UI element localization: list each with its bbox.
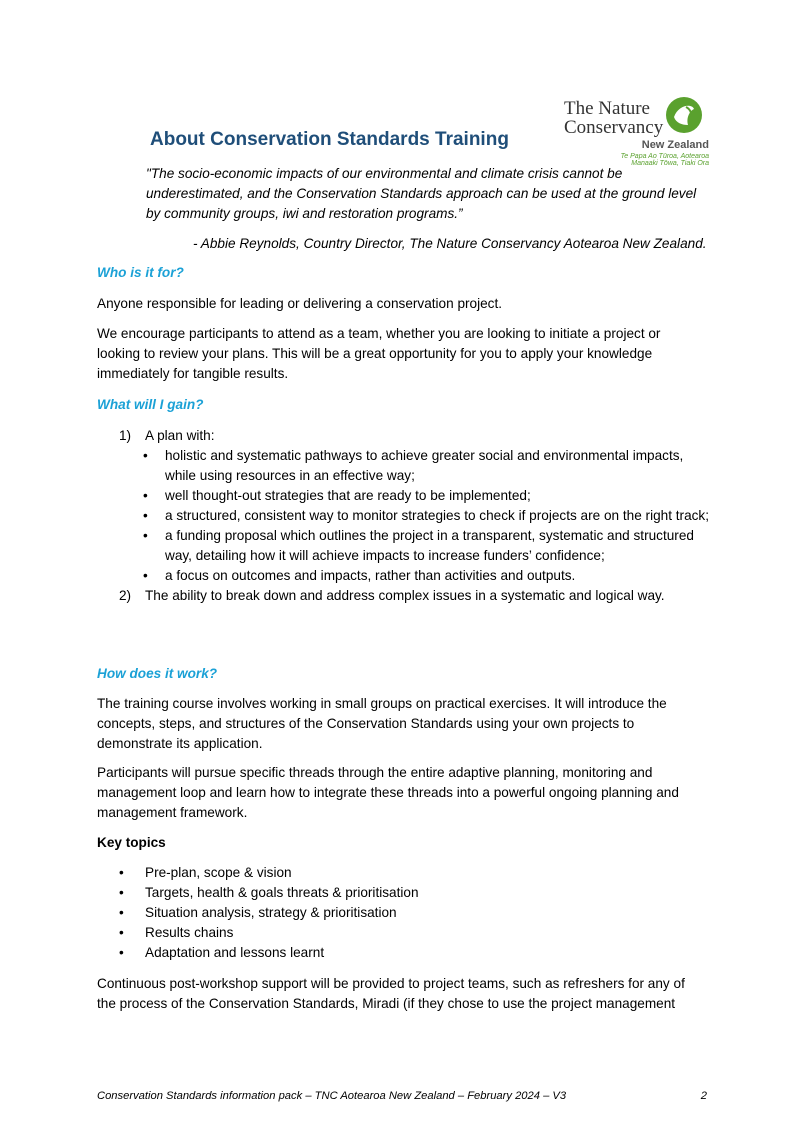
key-topics-paragraph: Continuous post-workshop support will be provided to project teams, such as refreshers for any of the process of the Conservation Standards, Miradi (if they chose to use the project management	[97, 976, 685, 1011]
section-heading-key-topics: Key topics	[97, 835, 166, 850]
quote-attribution: - Abbie Reynolds, Country Director, The Nature Conservancy Aotearoa New Zealand.	[193, 236, 707, 251]
section-heading-how: How does it work?	[97, 666, 218, 681]
gain-item-number: 1)	[119, 428, 132, 443]
list-item: • Situation analysis, strategy & prioritisation	[119, 905, 397, 920]
section-heading-gain: What will I gain?	[97, 397, 204, 412]
quote-text: "The socio-economic impacts of our environmental and climate crisis cannot be underestimated, and the Conservation Standards approach can be used at the ground level by community groups, iwi and restoration programs.”	[146, 166, 697, 221]
tnc-logo	[564, 95, 709, 167]
list-item: • Results chains	[119, 925, 234, 940]
gain-item-1	[119, 426, 709, 446]
leaf-globe-icon	[664, 95, 704, 135]
who-paragraph-2: We encourage participants to attend as a team, whether you are looking to initiate a project or looking to review your plans. This will be a great opportunity for you to apply your knowledge immediately for tangible results.	[97, 326, 661, 381]
logo-text-line1: The Nature	[564, 98, 650, 119]
list-item: • a funding proposal which outlines the project in a transparent, systematic and structured way, detailing how it will achieve impacts to increase funders’ confidence;	[143, 528, 694, 563]
gain-list	[119, 426, 709, 606]
list-item: • a structured, consistent way to monitor strategies to check if projects are on the right track;	[143, 508, 709, 523]
gain-item-2	[119, 586, 709, 606]
logo-text-line2: Conservancy	[564, 117, 664, 138]
logo-country: New Zealand	[641, 139, 709, 151]
gain-item-label: A plan with:	[145, 428, 215, 443]
list-item: • a focus on outcomes and impacts, rather than activities and outputs.	[143, 568, 576, 583]
logo-maori-line2: Manaaki Tōwa, Tiaki Ora	[631, 160, 709, 167]
list-item: • holistic and systematic pathways to achieve greater social and environmental impacts, while using resources in an effective way;	[143, 448, 684, 483]
footer-text: Conservation Standards information pack – TNC Aotearoa New Zealand – February 2024 – V3	[97, 1090, 567, 1102]
list-item: • Pre-plan, scope & vision	[119, 865, 292, 880]
how-paragraph-2: Participants will pursue specific threads through the entire adaptive planning, monitoring and management loop and learn how to integrate these threads into a powerful ongoing planning and management framework.	[97, 765, 679, 820]
how-paragraph-1: The training course involves working in small groups on practical exercises. It will introduce the concepts, steps, and structures of the Conservation Standards using your own projects to demonstrate its application.	[97, 696, 667, 751]
key-topics-list	[119, 863, 679, 963]
who-paragraph-1: Anyone responsible for leading or delivering a conservation project.	[97, 296, 503, 311]
list-item: • Targets, health & goals threats & prioritisation	[119, 885, 419, 900]
list-item: • Adaptation and lessons learnt	[119, 945, 325, 960]
gain-item-label: The ability to break down and address complex issues in a systematic and logical way.	[145, 588, 665, 603]
page-number: 2	[700, 1090, 707, 1102]
page-footer	[97, 1086, 707, 1106]
gain-item-number: 2)	[119, 588, 132, 603]
section-heading-who: Who is it for?	[97, 265, 184, 280]
page-title: About Conservation Standards Training	[150, 129, 509, 150]
logo-maori-line1: Te Papa Ao Tūroa, Aotearoa	[620, 153, 709, 160]
gain-bullets	[143, 446, 709, 586]
list-item: • well thought-out strategies that are ready to be implemented;	[143, 488, 531, 503]
